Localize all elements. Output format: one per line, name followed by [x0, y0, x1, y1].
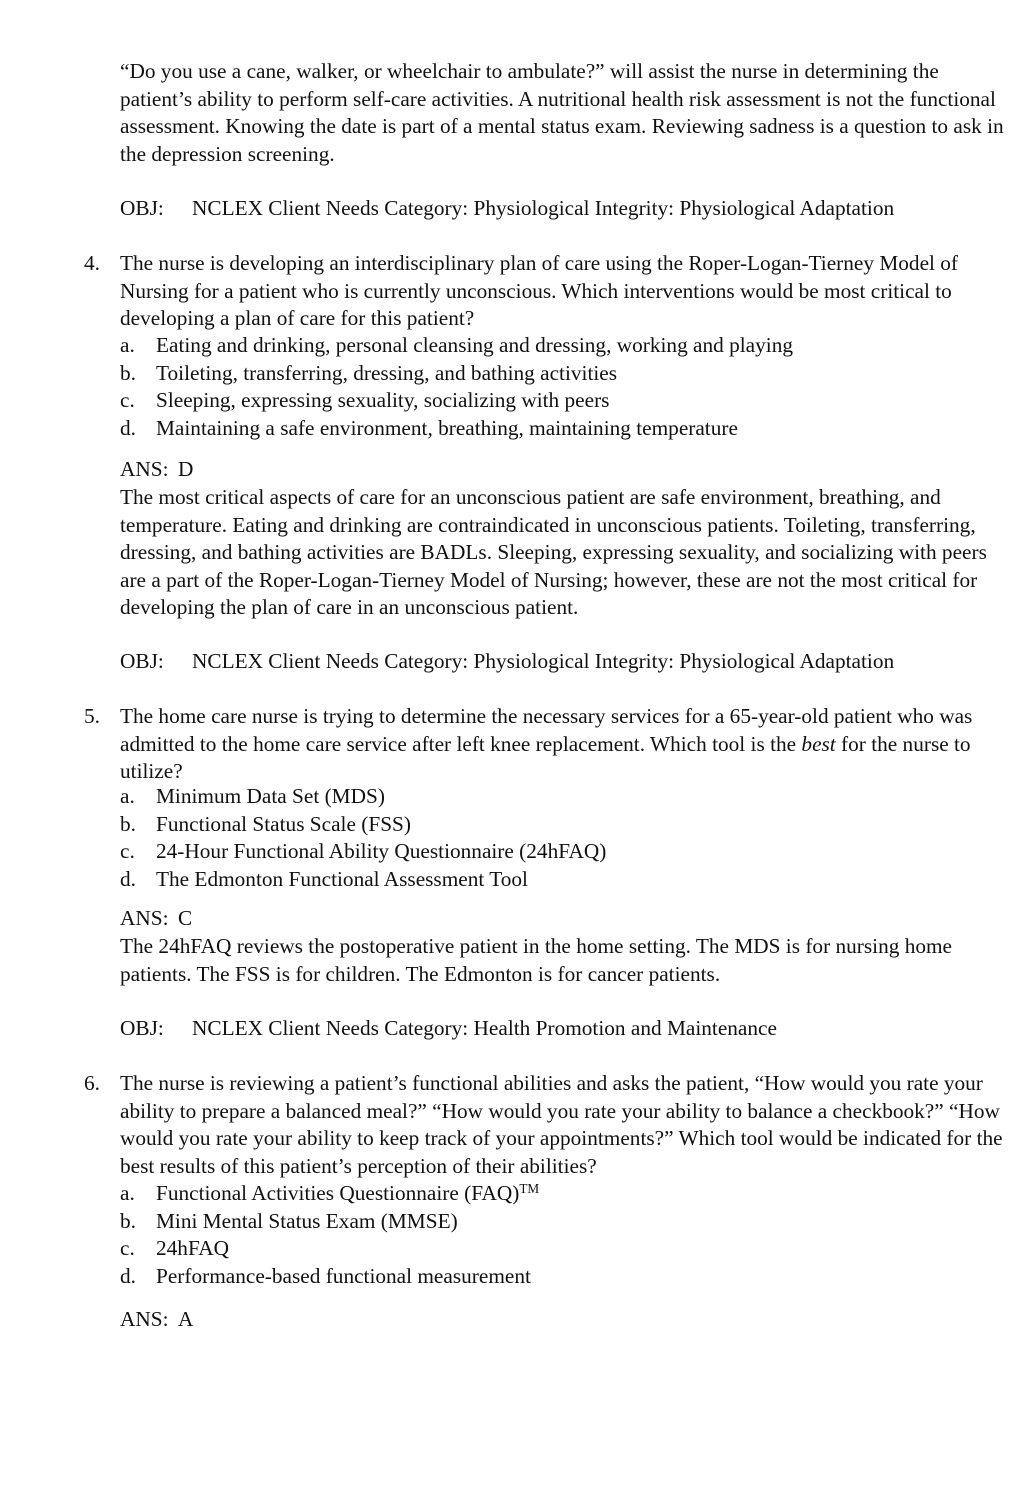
objective-5: [120, 1015, 777, 1043]
answer-value: C: [178, 906, 193, 930]
obj-text: NCLEX Client Needs Category: Physiological Integrity: Physiological Adaptation: [192, 196, 895, 220]
option-text: Functional Status Scale (FSS): [156, 811, 411, 836]
option-text: [156, 1180, 539, 1208]
option-letter: c.: [120, 839, 135, 863]
option-text: Eating and drinking, personal cleansing and dressing, working and playing: [156, 333, 793, 357]
rationale-4: The most critical aspects of care for an unconscious patient are safe environment, breathing, and temperature. Eating and drinking are contraindicated in unconscious patients. Toileting, transferring, dressing, and bathing activities are BADLs. Sleeping, expressing sexuality, and socializing with peers are a part of the Roper-Logan-Tierney Model of Nursing; however, these are not the most critical for developing the plan of care in an unconscious patient.: [120, 485, 987, 619]
answer-5: [120, 905, 192, 933]
answer-value: A: [178, 1307, 194, 1331]
option-letter: b.: [120, 1208, 136, 1233]
option-d: [120, 866, 1000, 894]
question-number: 4.: [84, 251, 100, 275]
question-number: 6.: [84, 1071, 100, 1095]
rationale-5: The 24hFAQ reviews the postoperative patient in the home setting. The MDS is for nursing home patients. The FSS is for children. The Edmonton is for cancer patients.: [120, 934, 953, 986]
option-a: [120, 332, 1000, 360]
option-letter: d.: [120, 866, 136, 891]
option-letter: b.: [120, 811, 136, 836]
stem-part: The home care nurse is trying to determine the necessary services for a 65-year-old patient who was admitted to the home care service after left knee replacement. Which tool is the: [120, 704, 973, 756]
option-letter: a.: [120, 1181, 135, 1205]
option-text: Toileting, transferring, dressing, and bathing activities: [156, 360, 618, 385]
option-d: [120, 415, 1000, 443]
question-stem: [120, 703, 1010, 786]
option-a: [120, 1180, 1000, 1208]
option-b: [120, 811, 1000, 839]
option-a: [120, 783, 1000, 811]
trademark-mark: TM: [519, 1180, 540, 1196]
option-d: [120, 1263, 1000, 1291]
option-list: [120, 783, 1000, 893]
option-text: Minimum Data Set (MDS): [156, 784, 385, 808]
answer-label: ANS:: [120, 457, 169, 481]
obj-label: OBJ:: [120, 1016, 164, 1040]
question-number: 5.: [84, 704, 100, 728]
option-c: [120, 838, 1000, 866]
option-text: The Edmonton Functional Assessment Tool: [156, 866, 528, 891]
option-text: Mini Mental Status Exam (MMSE): [156, 1208, 458, 1233]
option-text: Sleeping, expressing sexuality, socializing with peers: [156, 388, 610, 412]
obj-label: OBJ:: [120, 196, 164, 220]
option-letter: b.: [120, 360, 136, 385]
stem-emphasis: best: [801, 731, 836, 756]
answer-label: ANS:: [120, 906, 169, 930]
stem-part: for the nurse to utilize?: [120, 731, 971, 783]
option-text: Maintaining a safe environment, breathing, maintaining temperature: [156, 415, 738, 440]
option-letter: d.: [120, 415, 136, 440]
objective-4: [120, 648, 894, 676]
option-b: [120, 1208, 1000, 1236]
option-text: Performance-based functional measurement: [156, 1263, 531, 1288]
question-stem: The nurse is reviewing a patient’s functional abilities and asks the patient, “How would you rate your ability to prepare a balanced meal?” “How would you rate your ability to balance a checkbook?” “How would you rate your ability to keep track of your appointments?” Which tool would be indicated for the best results of this patient’s perception of their abilities?: [120, 1071, 1003, 1178]
answer-value: D: [178, 457, 194, 481]
obj-text: NCLEX Client Needs Category: Physiological Integrity: Physiological Adaptation: [192, 649, 895, 673]
answer-4: [120, 456, 193, 484]
option-list: [120, 332, 1000, 442]
option-c: [120, 1235, 1000, 1263]
answer-6: [120, 1306, 193, 1334]
option-letter: c.: [120, 1236, 135, 1260]
option-text: 24hFAQ: [156, 1236, 229, 1260]
option-letter: d.: [120, 1263, 136, 1288]
option-letter: c.: [120, 388, 135, 412]
option-letter: a.: [120, 333, 135, 357]
option-b: [120, 360, 1000, 388]
option-list: [120, 1180, 1000, 1290]
intro-objective: [120, 195, 894, 223]
question-stem: The nurse is developing an interdisciplinary plan of care using the Roper-Logan-Tierney Model of Nursing for a patient who is currently unconscious. Which interventions would be most critical to developing a plan of care for this patient?: [120, 251, 959, 330]
option-text-main: Functional Activities Questionnaire (FAQ): [156, 1181, 520, 1205]
obj-label: OBJ:: [120, 649, 164, 673]
option-text: 24-Hour Functional Ability Questionnaire (24hFAQ): [156, 839, 607, 863]
option-letter: a.: [120, 784, 135, 808]
intro-rationale: “Do you use a cane, walker, or wheelchair to ambulate?” will assist the nurse in determining the patient’s ability to perform self-care activities. A nutritional health risk assessment is not the functional assessment. Knowing the date is part of a mental status exam. Reviewing sadness is a question to ask in the depression screening.: [120, 59, 1004, 166]
option-c: [120, 387, 1000, 415]
answer-label: ANS:: [120, 1307, 169, 1331]
obj-text: NCLEX Client Needs Category: Health Promotion and Maintenance: [192, 1016, 777, 1040]
